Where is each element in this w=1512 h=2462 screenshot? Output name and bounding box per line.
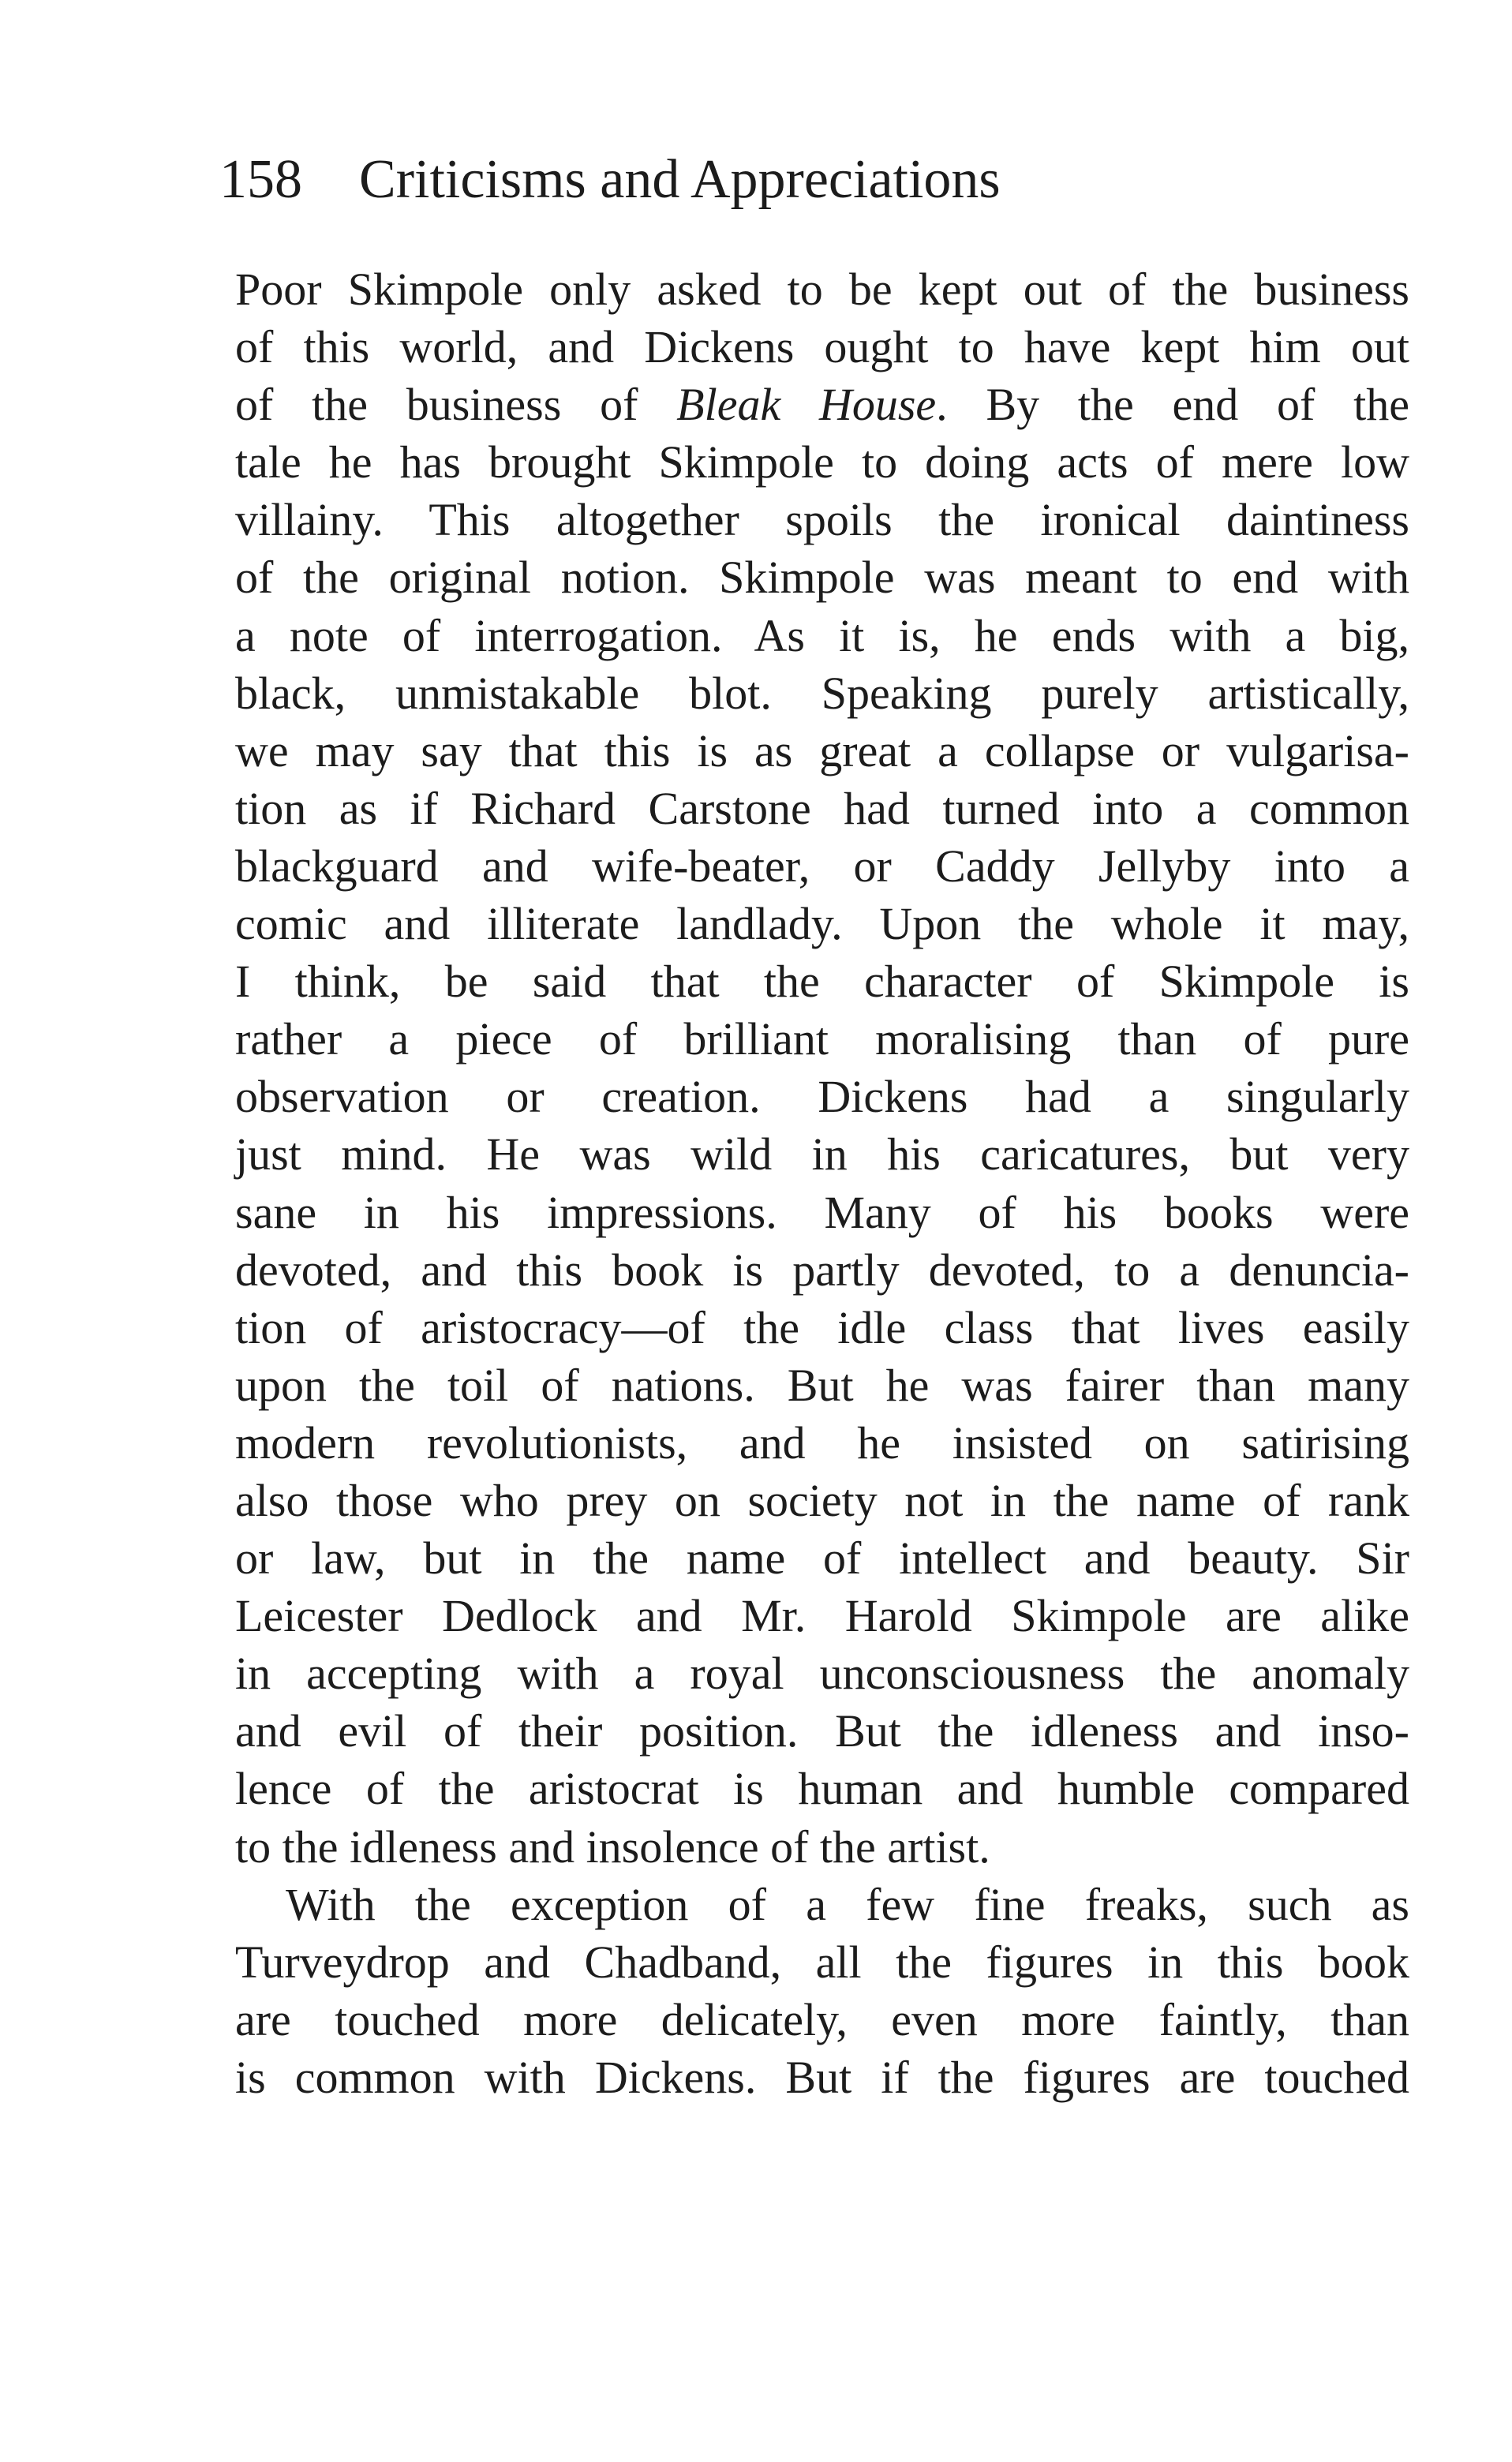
text-line: devoted, and this book is partly devoted, to a denuncia- [235, 1244, 1409, 1296]
running-title: Criticisms and Appreciations [359, 149, 1001, 210]
text-line: black, unmistakable blot. Speaking purely artistically, [235, 667, 1409, 719]
text-line: and evil of their position. But the idleness and inso- [235, 1705, 1409, 1757]
text-line: comic and illiterate landlady. Upon the whole it may, [235, 898, 1409, 950]
text-line: also those who prey on society not in the name of rank [235, 1474, 1409, 1526]
paragraph [235, 260, 1409, 1876]
text-line: in accepting with a royal unconsciousness the anomaly [235, 1648, 1409, 1700]
text-line: a note of interrogation. As it is, he ends with a big, [235, 609, 1409, 661]
text-line: Turveydrop and Chadband, all the figures in this book [235, 1936, 1409, 1988]
text-line: of the business of Bleak House. By the end of the [235, 379, 1409, 431]
text-line: is common with Dickens. But if the figures are touched [235, 2051, 1409, 2103]
text-line: upon the toil of nations. But he was fairer than many [235, 1359, 1409, 1411]
text-line: Poor Skimpole only asked to be kept out of the business [235, 264, 1409, 315]
text-line: villainy. This altogether spoils the ironical daintiness [235, 494, 1409, 546]
running-head [219, 140, 1198, 219]
text-line: Leicester Dedlock and Mr. Harold Skimpole are alike [235, 1590, 1409, 1642]
paragraph [235, 1876, 1409, 2106]
page-number: 158 [219, 149, 302, 210]
text-line: of this world, and Dickens ought to have kept him out [235, 321, 1409, 373]
text-line: blackguard and wife-beater, or Caddy Jellyby into a [235, 840, 1409, 892]
text-line: just mind. He was wild in his caricatures, but very [235, 1128, 1409, 1180]
text-line: sane in his impressions. Many of his books were [235, 1186, 1409, 1238]
text-line: we may say that this is as great a collapse or vulgarisa- [235, 724, 1409, 776]
text-line: observation or creation. Dickens had a singularly [235, 1071, 1409, 1123]
text-line: lence of the aristocrat is human and humble compared [235, 1763, 1409, 1815]
text-line: tale he has brought Skimpole to doing acts of mere low [235, 436, 1409, 488]
body-text [235, 260, 1409, 2106]
text-line: tion as if Richard Carstone had turned into a common [235, 782, 1409, 834]
text-line: are touched more delicately, even more faintly, than [235, 1993, 1409, 2045]
text-line: or law, but in the name of intellect and beauty. Sir [235, 1532, 1409, 1585]
text-line: I think, be said that the character of Skimpole is [235, 956, 1409, 1008]
text-line: modern revolutionists, and he insisted on satirising [235, 1416, 1409, 1469]
text-line: rather a piece of brilliant moralising than of pure [235, 1013, 1409, 1065]
text-line: tion of aristocracy—of the idle class that lives easily [235, 1301, 1409, 1353]
text-line: to the idleness and insolence of the artist. [235, 1820, 990, 1873]
text-line: of the original notion. Skimpole was meant to end with [235, 552, 1409, 604]
text-line: With the exception of a few fine freaks, such as [286, 1878, 1409, 1930]
